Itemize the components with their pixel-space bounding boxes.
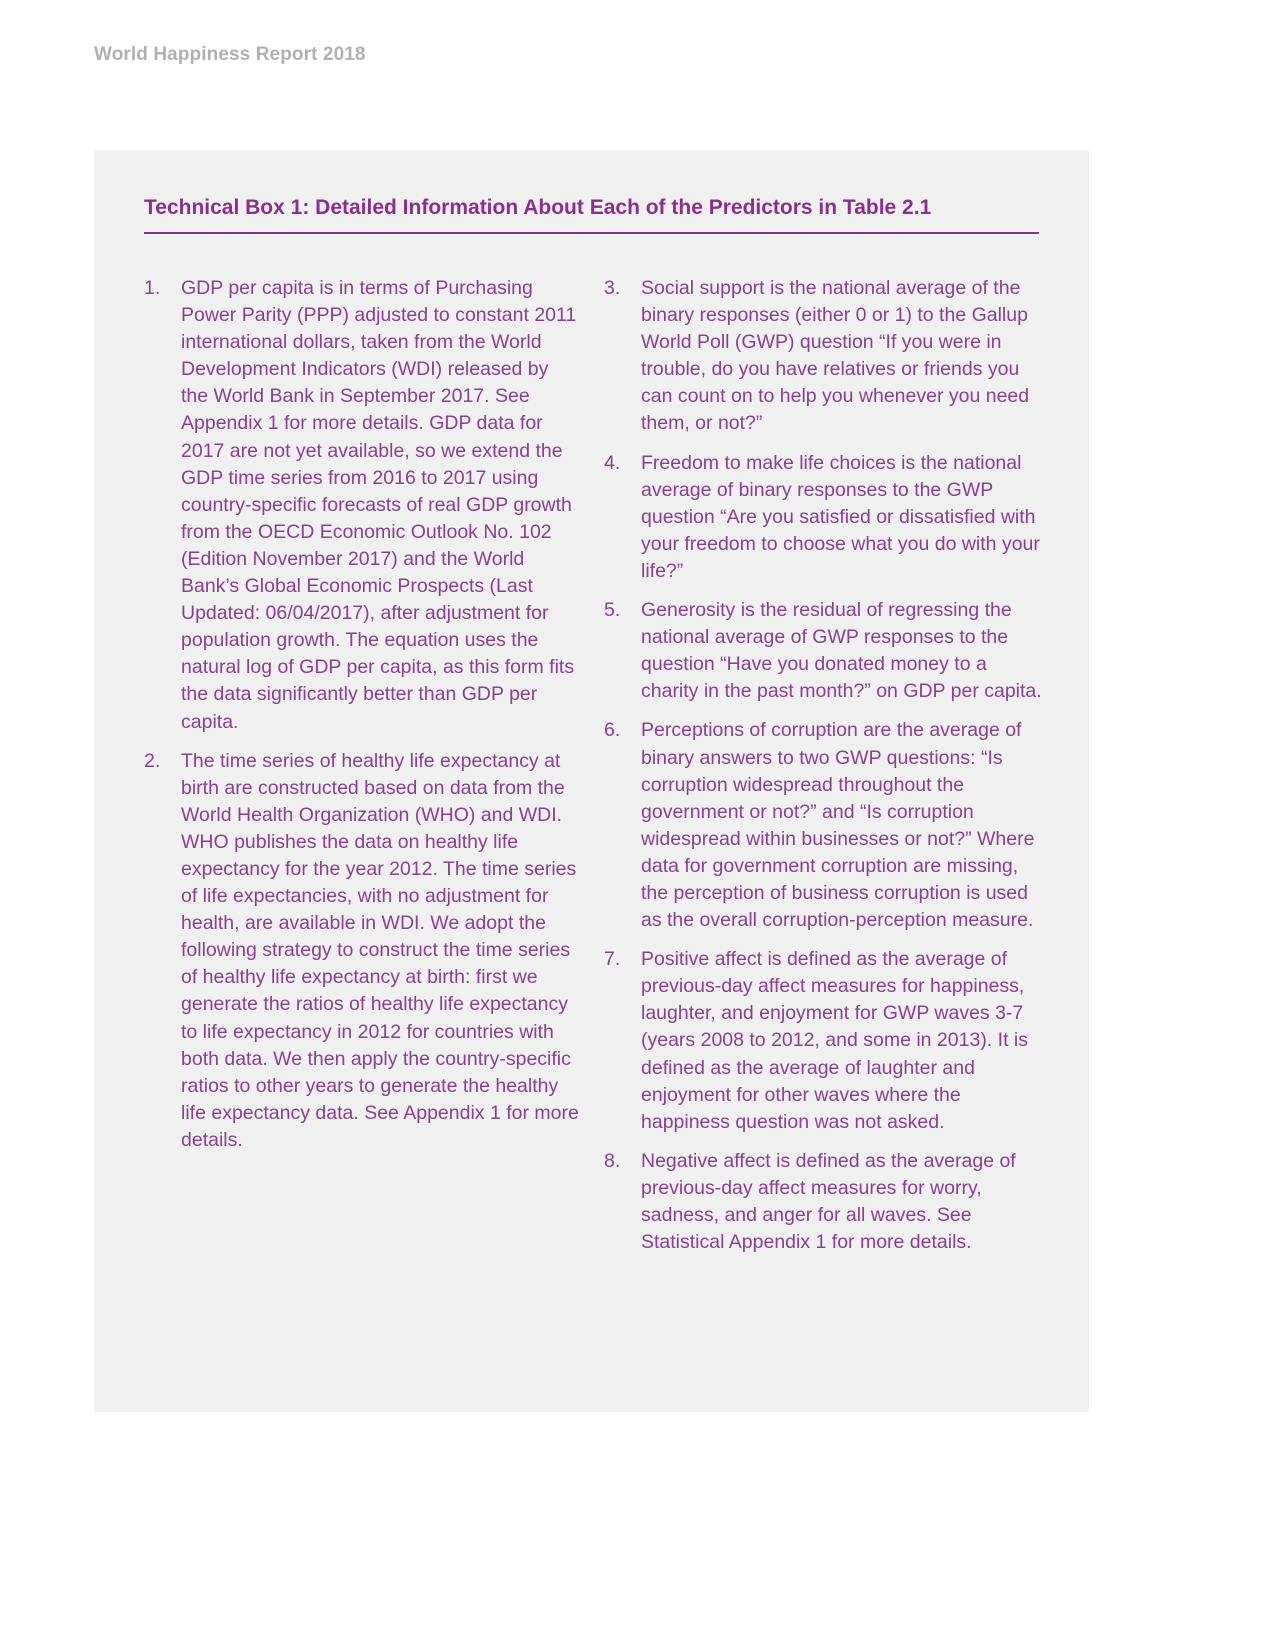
list-item [604, 275, 1044, 438]
list-item [604, 597, 1044, 705]
technical-box [94, 150, 1089, 1412]
item-number: 7. [604, 948, 621, 971]
item-text: GDP per capita is in terms of Purchasing Power Parity (PPP) adjusted to constant 2011 international dollars, taken from the World Development Indicators (WDI) released by the World Bank in September 2017. See Appendix 1 for more details. GDP data for 2017 are not yet available, so we extend the GDP time series from 2016 to 2017 using country-specific forecasts of real GDP growth from the OECD Economic Outlook No. 102 (Edition November 2017) and the World Bank’s Global Economic Prospects (Last Updated: 06/04/2017), after adjustment for population growth. The equation uses the natural log of GDP per capita, as this form fits the data significantly better than GDP per capita. [181, 277, 577, 733]
right-column-list [604, 275, 1044, 1268]
list-item [604, 717, 1044, 934]
item-text: Positive affect is defined as the average of previous-day affect measures for happiness, laughter, and enjoyment for GWP waves 3-7 (years 2008 to 2012, and some in 2013). It is defined as the average of laughter and enjoyment for other waves where the happiness question was not asked. [641, 948, 1028, 1133]
item-number: 2. [144, 749, 161, 772]
list-item [604, 946, 1044, 1136]
item-text: Freedom to make life choices is the national average of binary responses to the GWP question “Are you satisfied or dissatisfied with your freedom to choose what you do with your life?” [641, 451, 1040, 582]
item-number: 6. [604, 719, 621, 742]
item-text: Generosity is the residual of regressing the national average of GWP responses to the question “Have you donated money to a charity in the past month?” on GDP per capita. [641, 599, 1042, 703]
item-text: Negative affect is defined as the average of previous-day affect measures for worry, sadness, and anger for all waves. See Statistical Appendix 1 for more details. [641, 1149, 1016, 1254]
item-text: The time series of healthy life expectancy at birth are constructed based on data from the World Health Organization (WHO) and WDI. WHO publishes the data on healthy life expectancy for the year 2012. The time series of life expectancies, with no adjustment for health, are available in WDI. We adopt the following strategy to construct the time series of healthy life expectancy at birth: first we generate the ratios of healthy life expectancy to life expectancy in 2012 for countries with both data. We then apply the country-specific ratios to other years to generate the healthy life expectancy data. See Appendix 1 for more details. [181, 749, 579, 1151]
item-number: 3. [604, 277, 621, 299]
item-text: Perceptions of corruption are the average of binary answers to two GWP questions: “Is corruption widespread throughout the government or not?” and “Is corruption widespread within businesses or not?” Where data for government corruption are missing, the perception of business corruption is used as the overall corruption-perception measure. [641, 719, 1035, 932]
item-text: Social support is the national average of the binary responses (either 0 or 1) to the Gallup World Poll (GWP) question “If you were in trouble, do you have relatives or friends you can count on to help you whenever you need them, or not?” [641, 277, 1030, 435]
left-column-list [144, 275, 579, 1166]
list-item [144, 748, 579, 1154]
running-header: World Happiness Report 2018 [94, 44, 366, 65]
item-number: 1. [144, 277, 161, 299]
item-number: 8. [604, 1149, 621, 1172]
list-item [604, 1148, 1044, 1256]
box-title: Technical Box 1: Detailed Information About Each of the Predictors in Table 2.1 [144, 196, 1039, 234]
list-item [144, 275, 579, 736]
list-item [604, 450, 1044, 585]
item-number: 5. [604, 599, 621, 622]
item-number: 4. [604, 451, 621, 474]
